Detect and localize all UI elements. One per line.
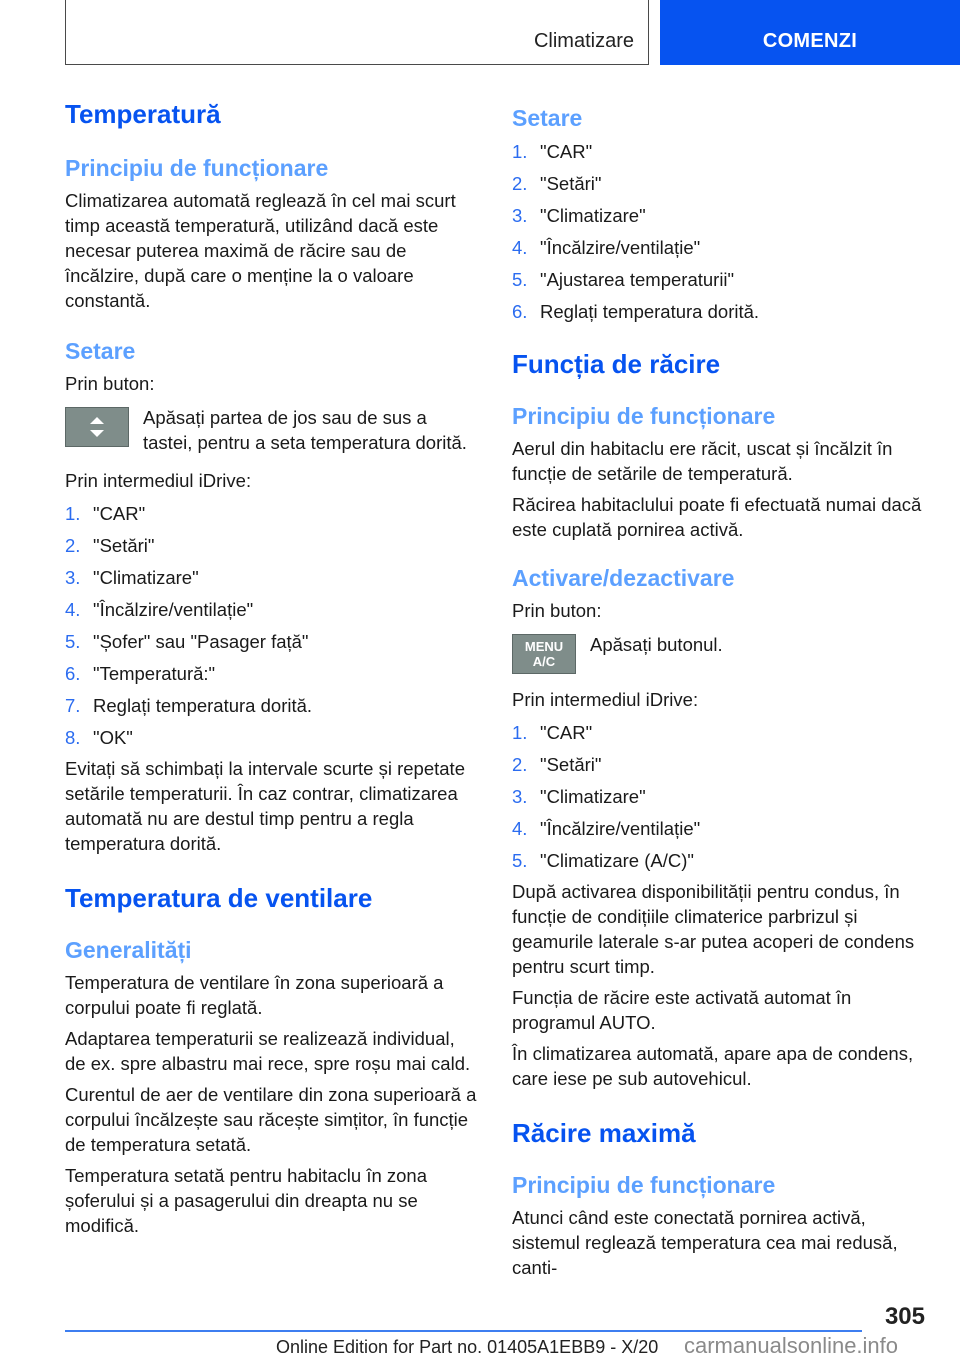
step-number: 3. [65,567,81,588]
step-number: 5. [512,269,528,290]
step-text: "CAR" [540,722,593,743]
paragraph-max-cooling: Atunci când este conectată pornirea activă, sistemul reglează temperatura cea mai redusă, canti- [512,1207,898,1278]
paragraph-by-idrive: Prin intermediul iDrive: [65,470,252,491]
up-down-key-icon [65,407,129,447]
paragraph-by-button: Prin buton: [65,373,155,394]
subheading-activation: Activare/dezactivare [512,565,735,591]
list-item [512,845,927,877]
step-text: "Șofer" sau "Pasager față" [93,631,309,652]
step-number: 5. [65,631,81,652]
paragraph-cool-2: Răcirea habitaclului poate fi efectuată numai dacă este cuplată pornirea activă. [512,494,922,540]
step-text: "Încălzire/ventilație" [93,599,254,620]
step-number: 4. [65,599,81,620]
step-text: "Încălzire/ventilație" [540,237,701,258]
left-column [65,98,480,1238]
list-item [512,749,927,781]
step-text: "CAR" [540,141,593,162]
paragraph-condensation: În climatizarea automată, apare apa de condens, care iese pe sub autovehicul. [512,1043,914,1089]
subheading-general: Generalități [65,937,192,963]
step-number: 2. [512,754,528,775]
step-number: 8. [65,727,81,748]
menu-ac-key-icon [512,634,576,674]
page-number: 305 [884,1303,925,1330]
paragraph-avoid: Evitați să schimbați la intervale scurte și repetate setările temperaturii. În caz contrar, climatizarea automată nu are destul timp pentru a regla temperatura dorită. [65,758,465,854]
step-text: "Climatizare" [540,205,646,226]
step-text: "Temperatură:" [93,663,216,684]
step-number: 4. [512,237,528,258]
step-text: "OK" [93,727,133,748]
list-item [65,722,480,754]
step-number: 4. [512,818,528,839]
heading-ventilation-temperature: Temperatura de ventilare [65,883,373,913]
list-item [65,498,480,530]
step-number: 1. [512,141,528,162]
paragraph-by-idrive: Prin intermediul iDrive: [512,689,699,710]
arrow-up-icon [90,417,104,424]
paragraph-after-activation: După activarea disponibilității pentru condus, în funcție de condițiile climaterice parbrizul și geamurile laterale s-ar putea acoperi de condens pentru scurt timp. [512,881,915,977]
list-item [65,690,480,722]
paragraph-vent-3: Curentul de aer de ventilare din zona superioară a corpului încălzește sau răcește simțitor, în funcție de temperatura setată. [65,1084,477,1155]
step-text: "Climatizare" [93,567,199,588]
key-label-line-2: A/C [532,654,556,669]
button-instruction [65,405,480,455]
list-item [512,168,927,200]
arrow-down-icon [90,430,104,437]
section-label: COMENZI [762,30,858,52]
paragraph-by-button: Prin buton: [512,600,602,621]
paragraph-button-desc: Apăsați partea de jos sau de sus a tastei, pentru a seta temperatura dorită. [143,407,467,453]
list-item [512,264,927,296]
chapter-title: Climatizare [533,30,634,52]
list-item [512,813,927,845]
step-number: 7. [65,695,81,716]
step-text: "Setări" [540,754,602,775]
list-item [512,232,927,264]
step-text: "Climatizare (A/C)" [540,850,694,871]
setting-steps-list [512,136,927,328]
footer-divider [65,1330,862,1332]
paragraph-cool-1: Aerul din habitaclu ere răcit, uscat și încălzit în funcție de setările de temperatură. [512,438,893,484]
paragraph-principle: Climatizarea automată reglează în cel mai scurt timp această temperatură, utilizând dacă este necesar puterea maximă de răcire sau de încălzire, după care o menține la o valoare constantă. [65,190,456,311]
step-number: 3. [512,786,528,807]
list-item [65,658,480,690]
list-item [65,594,480,626]
step-number: 6. [65,663,81,684]
heading-cooling-function: Funcția de răcire [512,349,721,379]
step-text: Reglați temperatura dorită. [93,695,313,716]
list-item [512,781,927,813]
step-number: 1. [65,503,81,524]
paragraph-vent-2: Adaptarea temperaturii se realizează individual, de ex. spre albastru mai rece, spre roșu mai cald. [65,1028,471,1074]
subheading-setting: Setare [512,105,583,131]
list-item [512,200,927,232]
subheading-principle: Principiu de funcționare [512,403,776,429]
list-item [65,530,480,562]
list-item [512,296,927,328]
paragraph-auto: Funcția de răcire este activată automat în programul AUTO. [512,987,852,1033]
idrive-steps-list [512,717,927,877]
heading-max-cooling: Răcire maximă [512,1118,696,1148]
paragraph-press: Apăsați butonul. [590,634,723,655]
right-column [512,98,927,1280]
chapter-tab [65,0,649,65]
section-tab [660,0,960,65]
step-text: "Setări" [540,173,602,194]
step-text: "Setări" [93,535,155,556]
step-text: Reglați temperatura dorită. [540,301,760,322]
paragraph-vent-1: Temperatura de ventilare în zona superioară a corpului poate fi reglată. [65,972,444,1018]
step-number: 5. [512,850,528,871]
subheading-setting: Setare [65,338,136,364]
step-text: "Încălzire/ventilație" [540,818,701,839]
edition-text: Online Edition for Part no. 01405A1EBB9 - X/20 [276,1337,659,1357]
button-instruction [512,632,927,674]
subheading-principle-2: Principiu de funcționare [512,1172,776,1198]
list-item [512,136,927,168]
key-label-line-1: MENU [524,639,564,654]
watermark-link[interactable]: carmanualsonline.info [684,1333,899,1358]
step-text: "CAR" [93,503,146,524]
paragraph-vent-4: Temperatura setată pentru habitaclu în zona șoferului și a pasagerului din dreapta nu se modifică. [65,1165,428,1236]
subheading-principle: Principiu de funcționare [65,155,329,181]
step-number: 2. [65,535,81,556]
step-text: "Climatizare" [540,786,646,807]
step-text: "Ajustarea temperaturii" [540,269,735,290]
list-item [65,626,480,658]
step-number: 6. [512,301,528,322]
step-number: 1. [512,722,528,743]
list-item [65,562,480,594]
step-number: 2. [512,173,528,194]
idrive-steps-list [65,498,480,754]
heading-temperature: Temperatură [65,99,221,129]
step-number: 3. [512,205,528,226]
list-item [512,717,927,749]
